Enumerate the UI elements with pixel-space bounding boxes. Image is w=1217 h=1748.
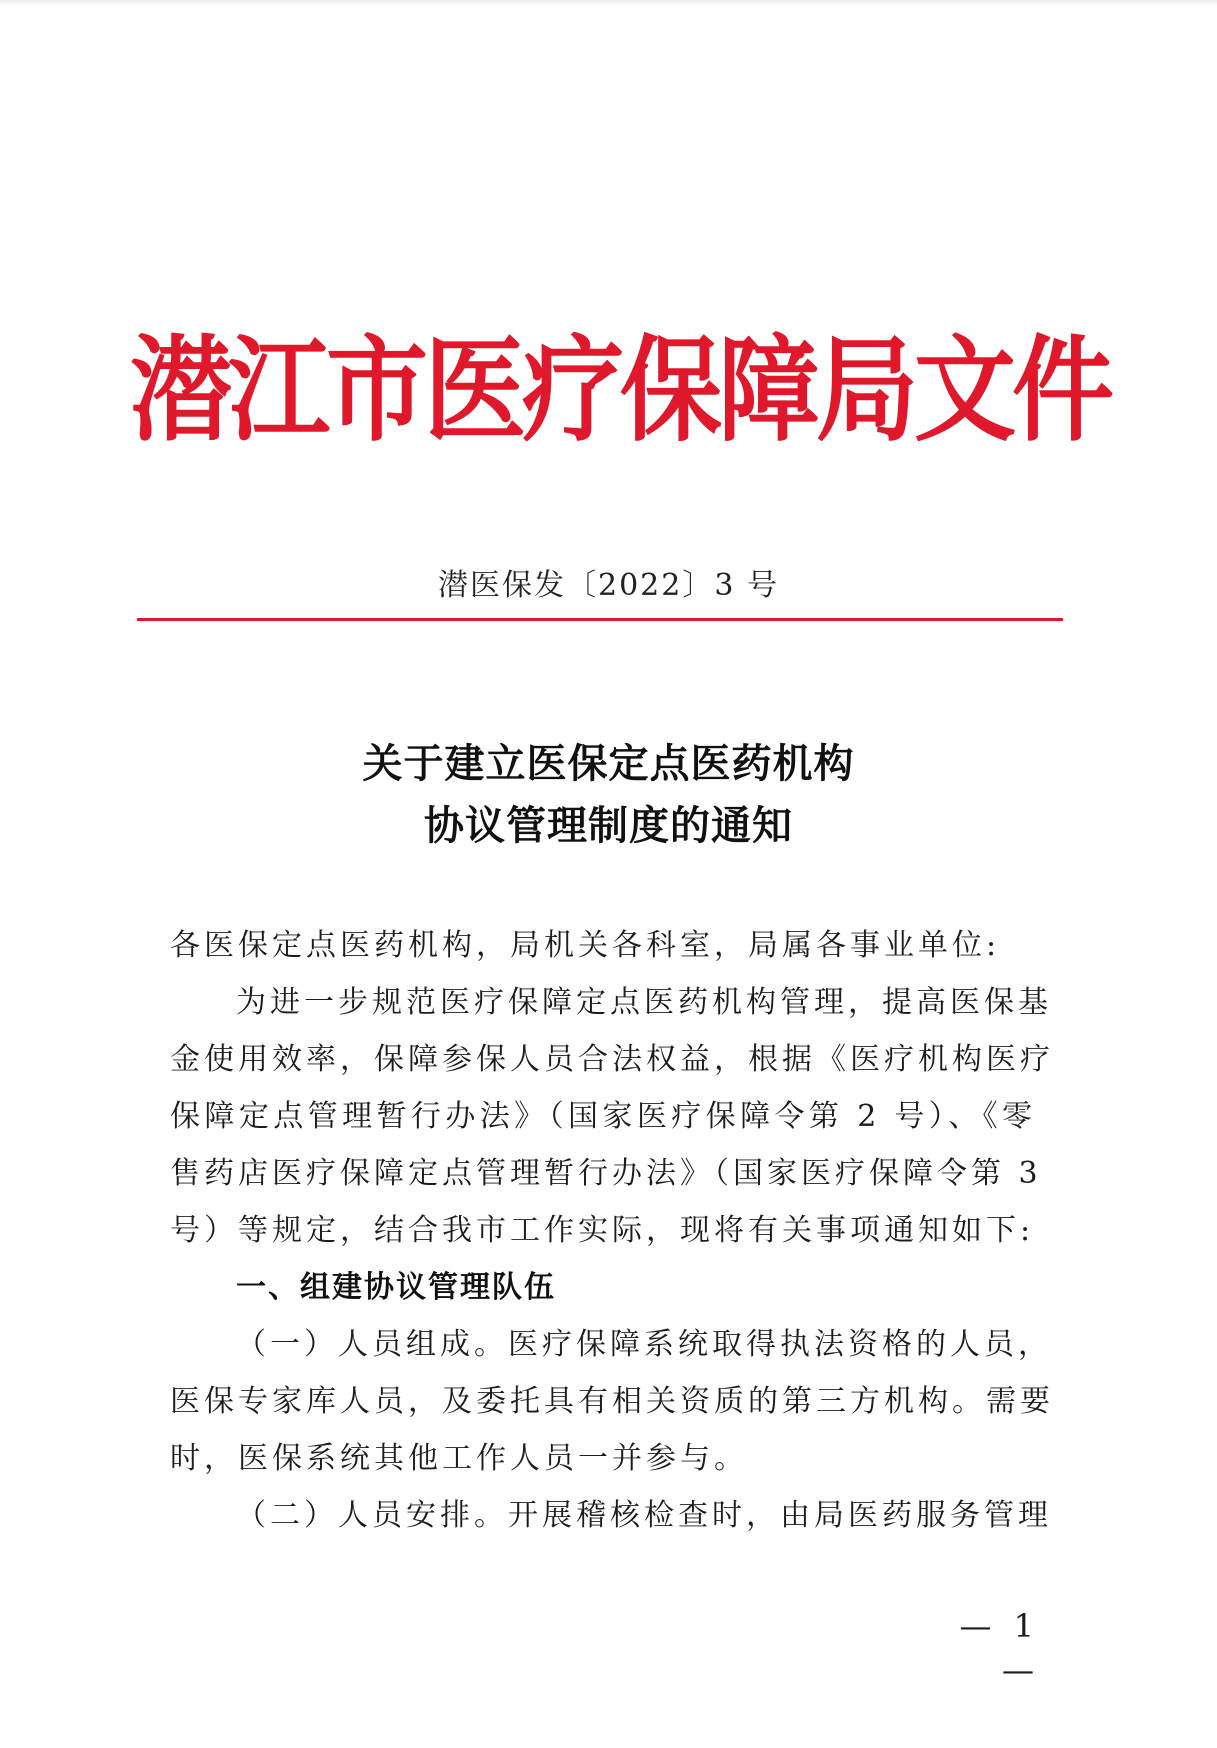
paragraph-line: 保障定点管理暂行办法》（国家医疗保障令第 2 号）、《零 [170, 1099, 1036, 1134]
paragraph-line: 时，医保系统其他工作人员一并参与。 [170, 1441, 748, 1476]
paragraph-line: 号）等规定，结合我市工作实际，现将有关事项通知如下: [170, 1213, 1035, 1248]
paragraph-line: 为进一步规范医疗保障定点医药机构管理，提高医保基 [236, 985, 1052, 1020]
page-number: — 1 — [959, 1607, 1040, 1689]
red-separator-rule [137, 618, 1063, 621]
document-title-line-1: 关于建立医保定点医药机构 [362, 740, 855, 787]
paragraph-line: 售药店医疗保障定点管理暂行办法》（国家医疗保障令第 3 [170, 1156, 1042, 1191]
document-title-line-2: 协议管理制度的通知 [424, 802, 793, 849]
section-heading-1: 一、组建协议管理队伍 [236, 1270, 556, 1305]
paragraph-line: 金使用效率，保障参保人员合法权益，根据《医疗机构医疗 [170, 1042, 1054, 1077]
paragraph-line: （一）人员组成。医疗保障系统取得执法资格的人员， [236, 1327, 1052, 1362]
issuer-banner: 潜江市医疗保障局文件 [130, 323, 1110, 458]
paragraph-line: 医保专家库人员，及委托具有相关资质的第三方机构。需要 [170, 1384, 1054, 1419]
salutation: 各医保定点医药机构，局机关各科室，局属各事业单位: [170, 928, 1001, 963]
scan-edge-shadow [0, 0, 1217, 6]
paragraph-line: （二）人员安排。开展稽核检查时，由局医药服务管理 [236, 1498, 1052, 1533]
document-number: 潜医保发〔2022〕3 号 [438, 568, 779, 603]
